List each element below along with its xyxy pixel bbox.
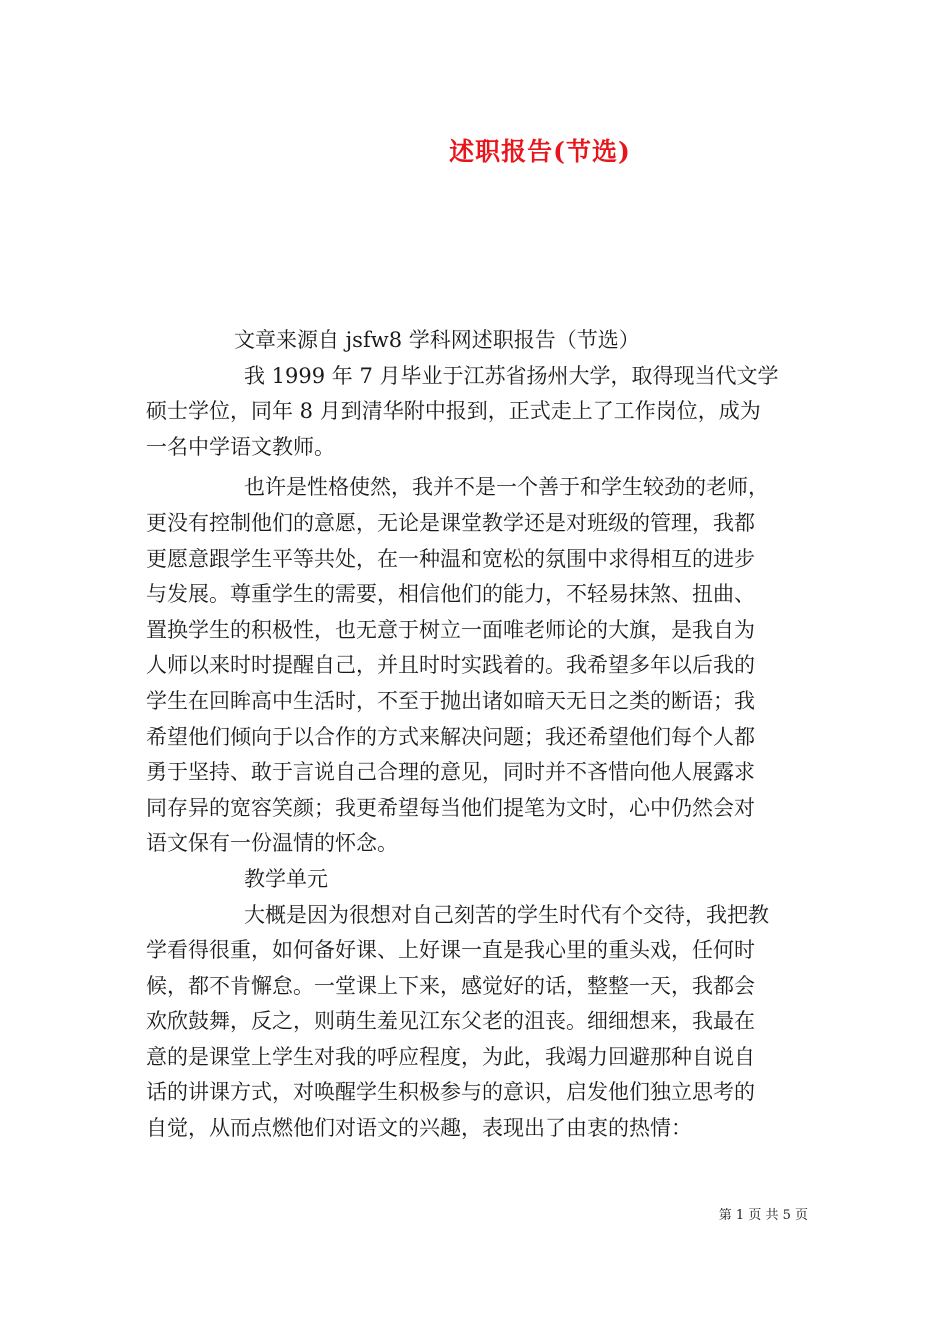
- paragraph-line: 同存异的宽容笑颜；我更希望每当他们提笔为文时，心中仍然会对: [146, 795, 755, 820]
- source-line: 文章来源自 jsfw8 学科网述职报告（节选）: [234, 328, 640, 352]
- paragraph-line: 话的讲课方式，对唤醒学生积极参与的意识，启发他们独立思考的: [146, 1080, 755, 1105]
- paragraph-line: 语文保有一份温情的怀念。: [146, 831, 398, 856]
- section-heading: 教学单元: [244, 866, 328, 891]
- document-title: 述职报告(节选): [449, 137, 631, 166]
- paragraph-line: 也许是性格使然，我并不是一个善于和学生较劲的老师，: [244, 475, 769, 500]
- paragraph-line: 学生在回眸高中生活时，不至于抛出诸如暗天无日之类的断语；我: [146, 688, 755, 713]
- paragraph-line: 学看得很重，如何备好课、上好课一直是我心里的重头戏，任何时: [146, 938, 755, 963]
- paragraph-line: 一名中学语文教师。: [146, 434, 335, 459]
- paragraph-line: 候，都不肯懈怠。一堂课上下来，感觉好的话，整整一天，我都会: [146, 973, 755, 998]
- paragraph-3: [146, 898, 810, 1147]
- paragraph-line: 意的是课堂上学生对我的呼应程度，为此，我竭力回避那种自说自: [146, 1044, 755, 1069]
- page-indicator: 第 1 页 共 5 页: [718, 1208, 808, 1223]
- paragraph-line: 置换学生的积极性，也无意于树立一面唯老师论的大旗，是我自为: [146, 617, 755, 642]
- paragraph-line: 自觉，从而点燃他们对语文的兴趣，表现出了由衷的热情：: [146, 1116, 692, 1141]
- paragraph-line: 人师以来时时提醒自己，并且时时实践着的。我希望多年以后我的: [146, 653, 755, 678]
- paragraph-line: 欢欣鼓舞，反之，则萌生羞见江东父老的沮丧。细细想来，我最在: [146, 1009, 755, 1034]
- paragraph-line: 大概是因为很想对自己刻苦的学生时代有个交待，我把教: [244, 902, 769, 927]
- paragraph-line: 勇于坚持、敢于言说自己合理的意见，同时并不吝惜向他人展露求: [146, 760, 755, 785]
- paragraph-2: [146, 470, 810, 862]
- paragraph-line: 更没有控制他们的意愿，无论是课堂教学还是对班级的管理，我都: [146, 510, 755, 535]
- paragraph-line: 硕士学位，同年 8 月到清华附中报到，正式走上了工作岗位，成为: [146, 399, 761, 424]
- document-body: [146, 323, 810, 1147]
- paragraph-line: 与发展。尊重学生的需要，相信他们的能力，不轻易抹煞、扭曲、: [146, 582, 755, 607]
- paragraph-line: 我 1999 年 7 月毕业于江苏省扬州大学，取得现当代文学: [244, 363, 779, 388]
- paragraph-1: [146, 359, 810, 466]
- paragraph-line: 希望他们倾向于以合作的方式来解决问题；我还希望他们每个人都: [146, 724, 755, 749]
- paragraph-line: 更愿意跟学生平等共处，在一种温和宽松的氛围中求得相互的进步: [146, 546, 755, 571]
